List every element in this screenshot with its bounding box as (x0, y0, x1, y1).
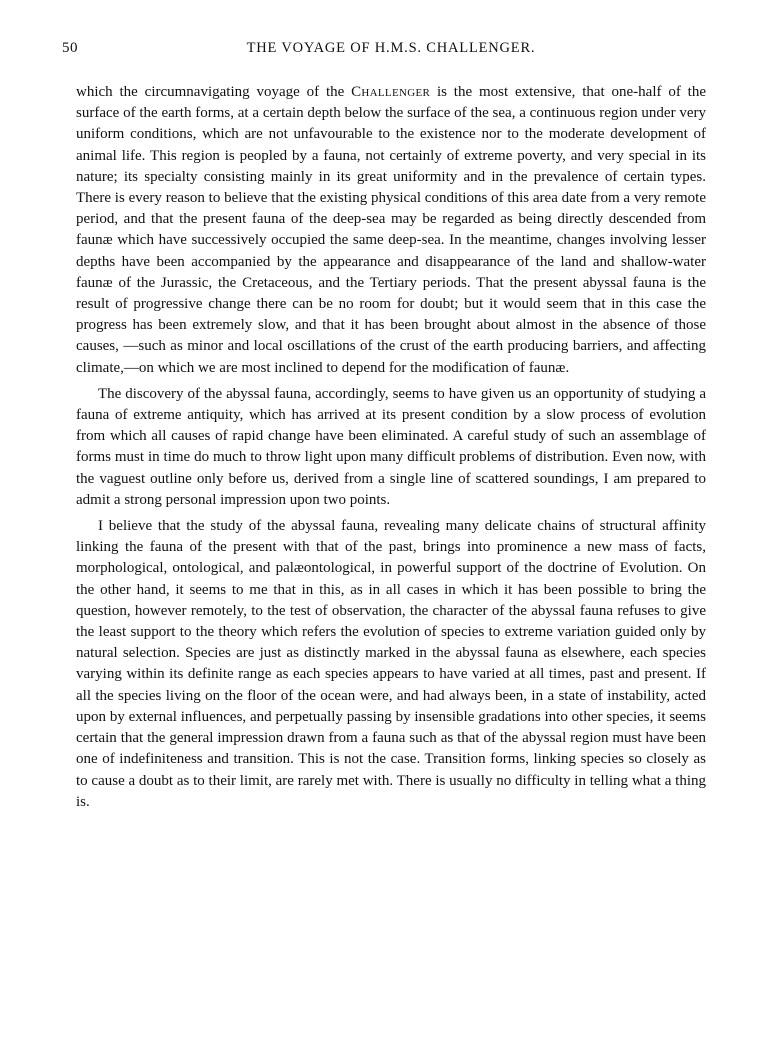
running-title: THE VOYAGE OF H.M.S. CHALLENGER. (246, 40, 536, 56)
page-number: 50 (62, 40, 78, 56)
body-text (76, 82, 706, 813)
paragraph-1 (76, 82, 706, 379)
paragraph-2: The discovery of the abyssal fauna, accordingly, seems to have given us an opportunity of studying a fauna of extreme antiquity, which has arrived at its present condition by a slow process of evolution from which all causes of rapid change have been eliminated. A careful study of such an assemblage of forms must in time do much to throw light upon many difficult problems of distribution. Even now, with the vaguest outline only before us, derived from a single line of scattered soundings, I am prepared to admit a strong personal impression upon two points. (76, 385, 706, 508)
running-head (62, 38, 706, 60)
paragraph-3: I believe that the study of the abyssal fauna, revealing many delicate chains of structural affinity linking the fauna of the present with that of the past, brings into prominence a new mass of facts, morphological, ontological, and palæontological, in powerful support of the doctrine of Evolution. On the other hand, it seems to me that in this, as in all cases in which it has been possible to bring the question, however remotely, to the test of observation, the character of the abyssal fauna refuses to give the least support to the theory which refers the evolution of species to extreme variation guided only by natural selection. Species are just as distinctly marked in the abyssal fauna as elsewhere, each species varying within its definite range as each species appears to have varied at all times, past and present. If all the species living on the floor of the ocean were, and had always been, in a state of instability, acted upon by external influences, and perpetually passing by insensible gradations into other species, it seems certain that the general impression drawn from a fauna such as that of the abyssal region must have been one of indefiniteness and transition. This is not the case. Transition forms, linking species so closely as to cause a doubt as to their limit, are rarely met with. There is usually no difficulty in telling what a thing is. (76, 518, 706, 810)
paragraph-1-start: which the circumnavigating voyage of the (76, 84, 352, 100)
paragraph-1-rest: is the most extensive, that one-half of the surface of the earth forms, at a certain depth below the surface of the sea, a continuous region under very uniform conditions, which are not unfavourable to the existence nor to the moderate development of animal life. This region is peopled by a fauna, not certainly of extreme poverty, and very special in its nature; its specialty consisting mainly in its great uniformity and in the prevalence of certain types. There is every reason to believe that the existing physical conditions of this area date from a very remote period, and that the present fauna of the deep-sea may be regarded as being directly descended from faunæ which have successively occupied the same deep-sea. In the meantime, changes involving lesser depths have been accompanied by the appearance and disappearance of the land and shallow-water faunæ of the Jurassic, the Cretaceous, and the Tertiary periods. That the present abyssal fauna is the result of progressive change there can be no room for doubt; but it would seem that in this case the progress has been extremely slow, and that it has been brought about almost in the absence of those causes, —such as minor and local oscillations of the crust of the earth producing barriers, and affecting climate,—on which we are most inclined to depend for the modification of faunæ. (76, 84, 706, 376)
book-page (62, 38, 706, 813)
ship-name: Challenger (351, 84, 431, 100)
